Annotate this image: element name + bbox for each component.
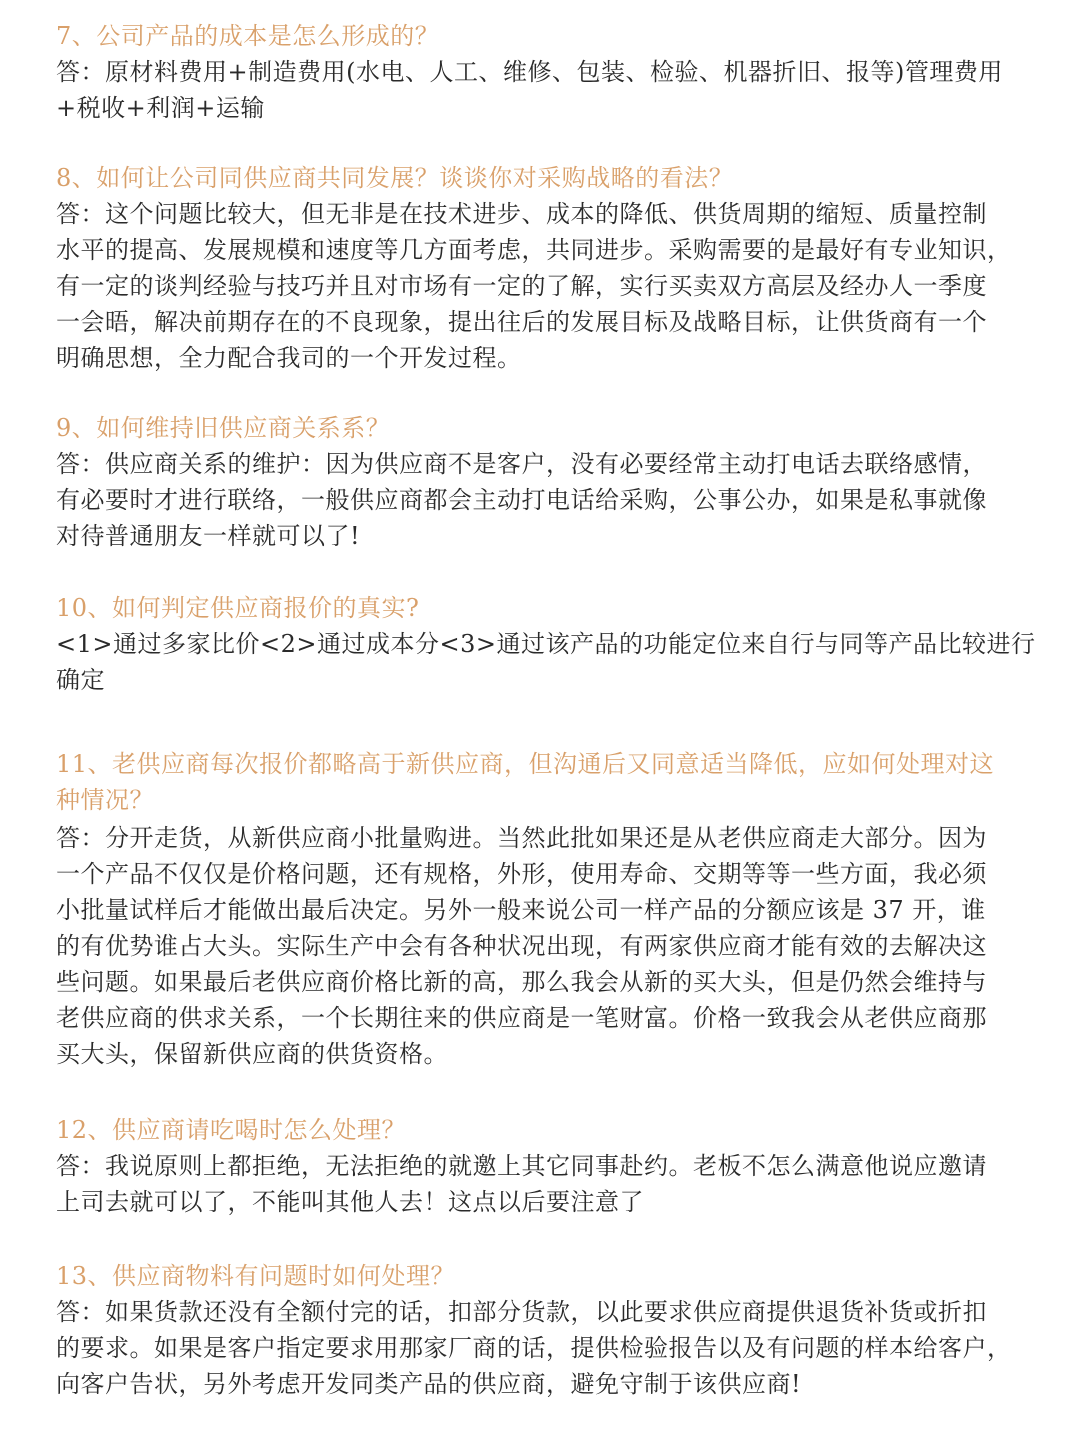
answer-line: 些问题。如果最后老供应商价格比新的高，那么我会从新的买大头，但是仍然会维持与 — [56, 968, 987, 996]
answer-line: 答：如果货款还没有全额付完的话，扣部分货款，以此要求供应商提供退货补货或折扣 — [56, 1298, 987, 1326]
answer-line: 明确思想，全力配合我司的一个开发过程。 — [56, 344, 522, 372]
question-13: 13、供应商物料有问题时如何处理？ — [56, 1262, 456, 1290]
answer-13 — [56, 1294, 1012, 1402]
answer-line: 小批量试样后才能做出最后决定。另外一般来说公司一样产品的分额应该是 37 开，谁 — [56, 896, 986, 924]
answer-line: 有必要时才进行联络，一般供应商都会主动打电话给采购，公事公办，如果是私事就像 — [56, 486, 987, 514]
answer-line: <1>通过多家比价<2>通过成本分<3>通过该产品的功能定位来自行与同等产品比较进行 — [56, 630, 1036, 658]
question-12: 12、供应商请吃喝时怎么处理？ — [56, 1116, 407, 1144]
answer-7 — [56, 54, 1003, 126]
answer-10 — [56, 626, 1035, 698]
answer-line: 一会晤，解决前期存在的不良现象，提出往后的发展目标及战略目标，让供货商有一个 — [56, 308, 987, 336]
answer-11 — [56, 820, 987, 1072]
question-11 — [56, 746, 994, 818]
answer-line: 买大头，保留新供应商的供货资格。 — [56, 1040, 448, 1068]
question-line: 11、老供应商每次报价都略高于新供应商，但沟通后又同意适当降低，应如何处理对这 — [56, 750, 995, 778]
answer-line: 水平的提高、发展规模和速度等几方面考虑，共同进步。采购需要的是最好有专业知识， — [56, 236, 1012, 264]
answer-line: 有一定的谈判经验与技巧并且对市场有一定的了解，实行买卖双方高层及经办人一季度 — [56, 272, 987, 300]
answer-line: 向客户告状，另外考虑开发同类产品的供应商，避免守制于该供应商! — [56, 1370, 802, 1398]
answer-12 — [56, 1148, 987, 1220]
answer-line: 上司去就可以了，不能叫其他人去！这点以后要注意了 — [56, 1188, 644, 1216]
question-7: 7、公司产品的成本是怎么形成的？ — [56, 22, 440, 50]
answer-line: 一个产品不仅仅是价格问题，还有规格，外形，使用寿命、交期等等一些方面，我必须 — [56, 860, 987, 888]
answer-line: 答：分开走货，从新供应商小批量购进。当然此批如果还是从老供应商走大部分。因为 — [56, 824, 987, 852]
answer-line: 的有优势谁占大头。实际生产中会有各种状况出现，有两家供应商才能有效的去解决这 — [56, 932, 987, 960]
answer-line: 答：我说原则上都拒绝，无法拒绝的就邀上其它同事赴约。老板不怎么满意他说应邀请 — [56, 1152, 987, 1180]
answer-line: +税收+利润+运输 — [56, 94, 265, 122]
answer-line: 确定 — [56, 666, 105, 694]
answer-8 — [56, 196, 1012, 376]
question-8: 8、如何让公司同供应商共同发展？谈谈你对采购战略的看法？ — [56, 164, 734, 192]
answer-line: 答：原材料费用+制造费用(水电、人工、维修、包装、检验、机器折旧、报等)管理费用 — [56, 58, 1003, 86]
answer-9 — [56, 446, 987, 554]
question-10: 10、如何判定供应商报价的真实? — [56, 594, 420, 622]
answer-line: 答：这个问题比较大，但无非是在技术进步、成本的降低、供货周期的缩短、质量控制 — [56, 200, 987, 228]
answer-line: 老供应商的供求关系，一个长期往来的供应商是一笔财富。价格一致我会从老供应商那 — [56, 1004, 987, 1032]
answer-line: 的要求。如果是客户指定要求用那家厂商的话，提供检验报告以及有问题的样本给客户， — [56, 1334, 1012, 1362]
question-9: 9、如何维持旧供应商关系系？ — [56, 414, 391, 442]
answer-line: 对待普通朋友一样就可以了! — [56, 522, 361, 550]
answer-line: 答：供应商关系的维护：因为供应商不是客户，没有必要经常主动打电话去联络感情， — [56, 450, 987, 478]
question-line: 种情况？ — [56, 786, 154, 814]
